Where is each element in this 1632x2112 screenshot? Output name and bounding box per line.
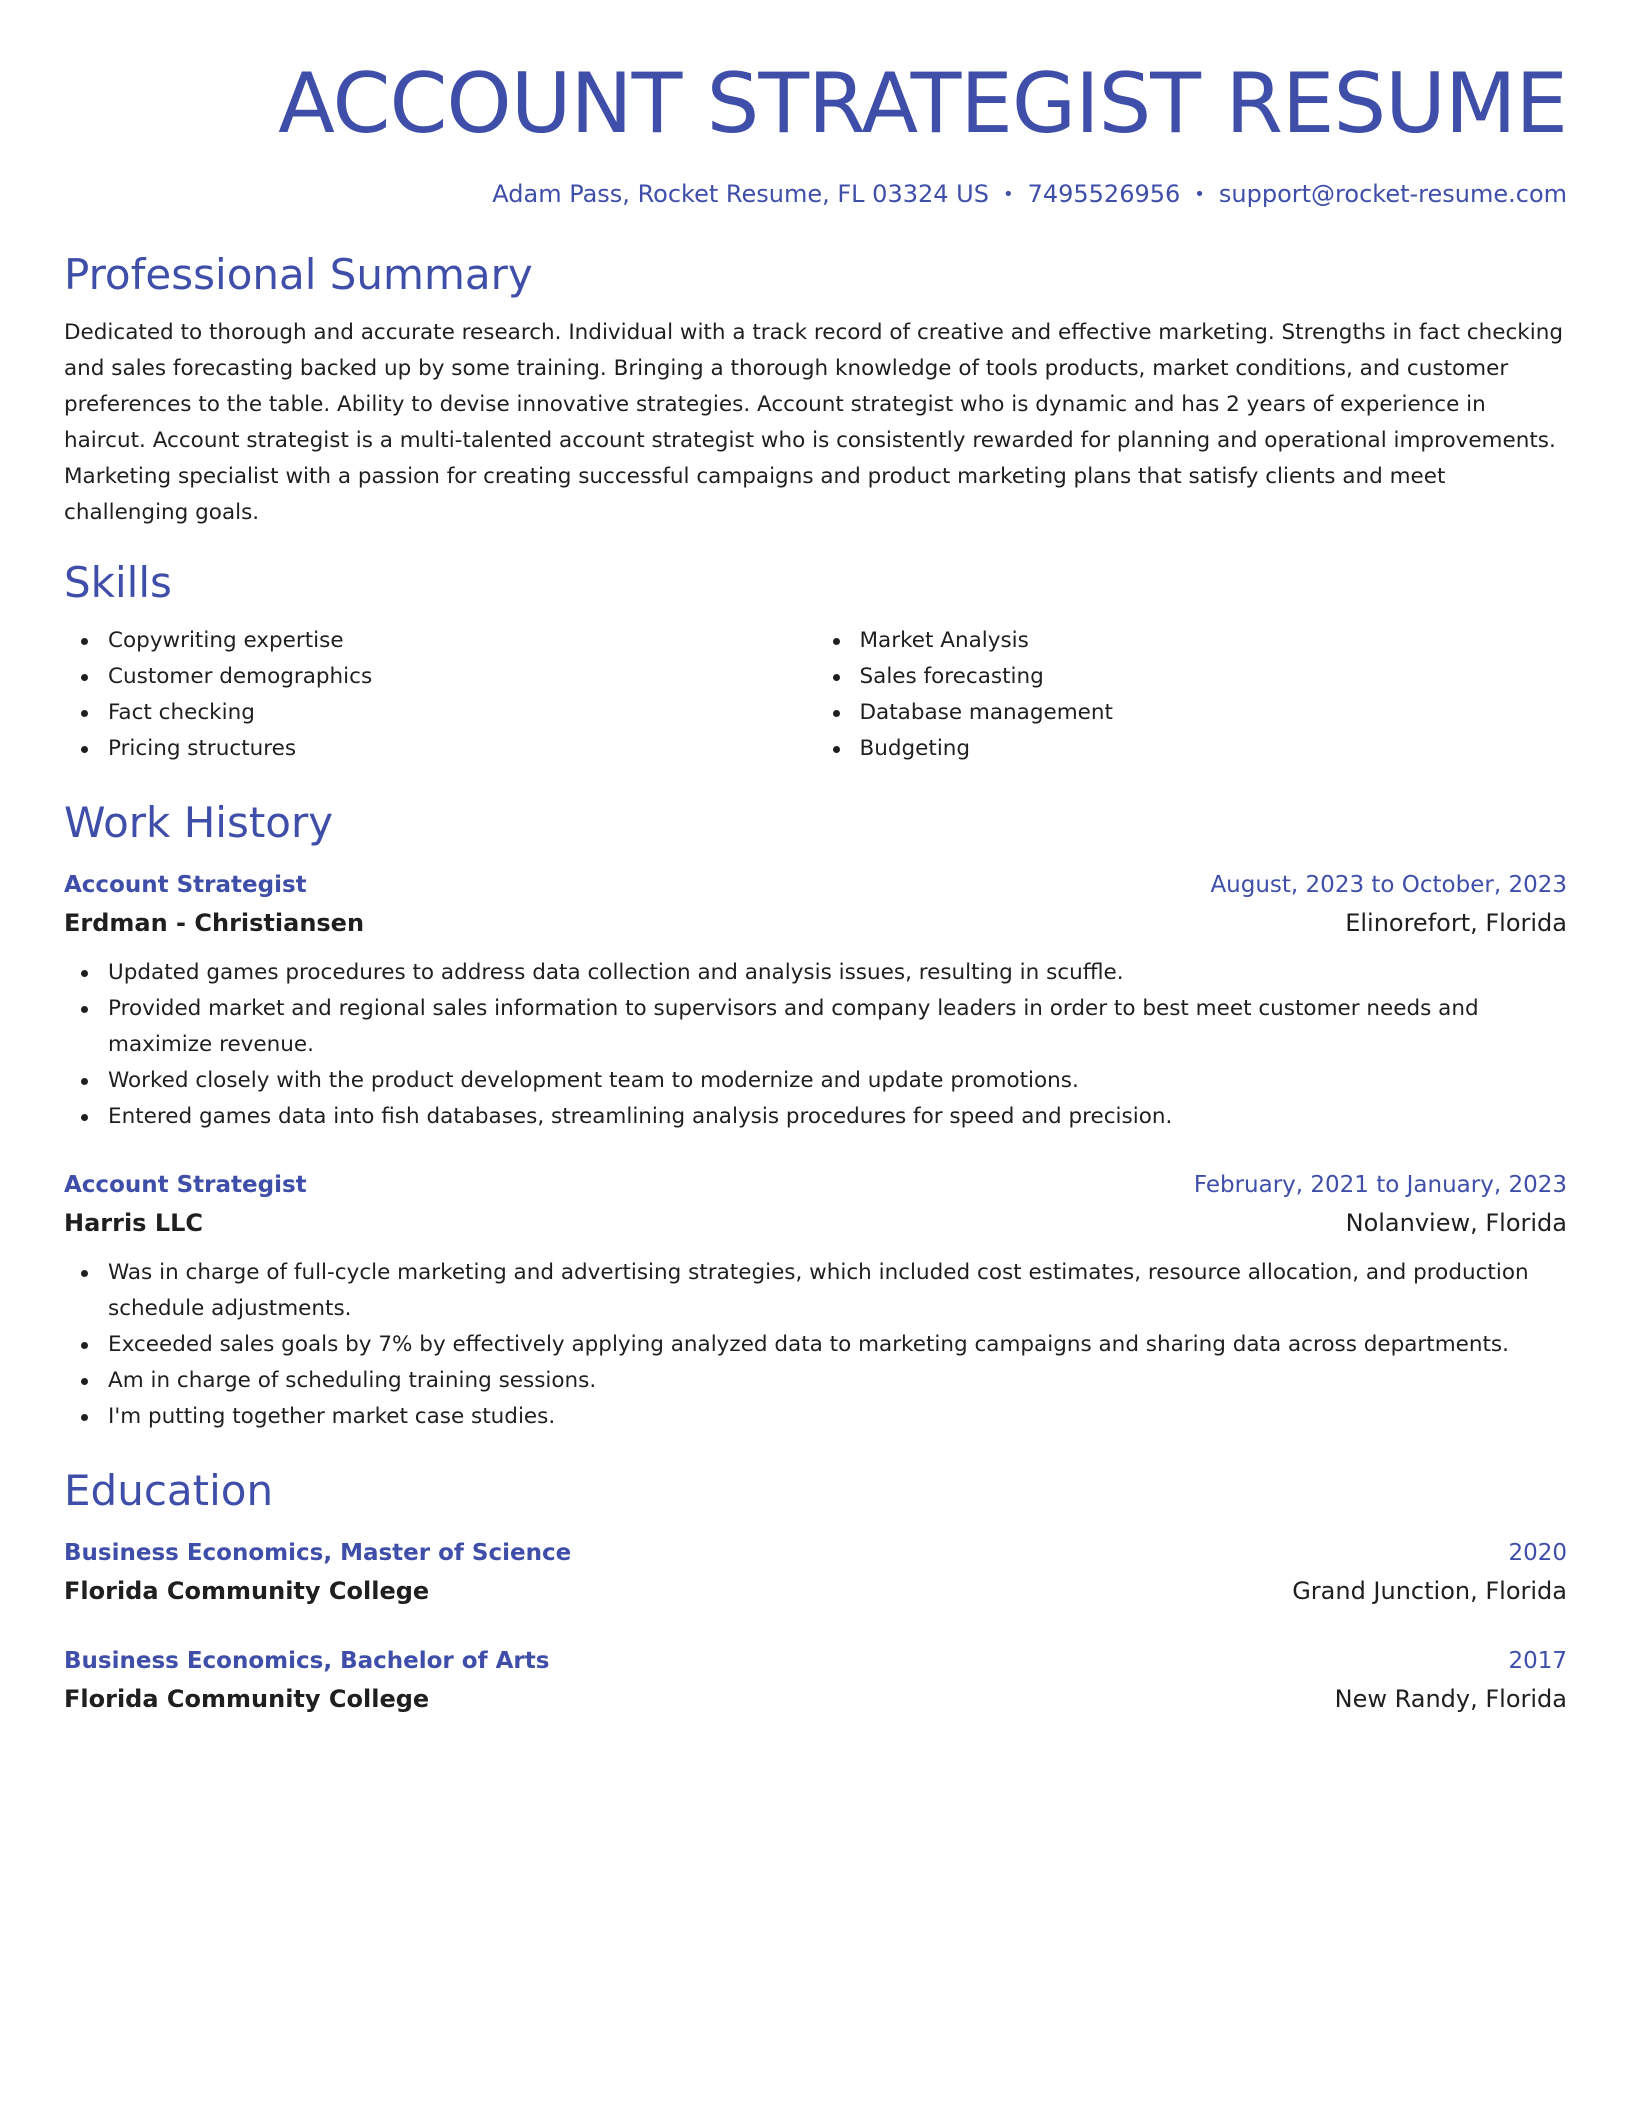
skill-item: Copywriting expertise <box>108 623 816 659</box>
education-school: Florida Community College <box>64 1685 430 1713</box>
skill-item: Database management <box>860 695 1568 731</box>
contact-separator: • <box>1002 184 1014 205</box>
education-year: 2020 <box>1508 1540 1567 1566</box>
skills-grid <box>64 623 1567 767</box>
job-bullet: Entered games data into fish databases, streamlining analysis procedures for speed and precision. <box>108 1099 1567 1135</box>
job-bullet: Updated games procedures to address data collection and analysis issues, resulting in scuffle. <box>108 955 1567 991</box>
job-bullets <box>64 955 1567 1135</box>
resume-title: ACCOUNT STRATEGIST RESUME <box>278 55 1567 152</box>
education-degree: Business Economics, Master of Science <box>64 1540 572 1566</box>
job-dates: August, 2023 to October, 2023 <box>1210 872 1567 898</box>
work-history-section <box>64 797 1567 1435</box>
education-location: Grand Junction, Florida <box>1292 1577 1567 1605</box>
job-company-row <box>64 1205 1567 1241</box>
education-entry <box>64 1645 1567 1717</box>
skill-item: Customer demographics <box>108 659 816 695</box>
job-bullets <box>64 1255 1567 1435</box>
work-history-heading: Work History <box>64 798 334 847</box>
job-bullet: Provided market and regional sales information to supervisors and company leaders in order to best meet customer needs and maximize revenue. <box>108 991 1567 1063</box>
skill-item: Pricing structures <box>108 731 816 767</box>
education-entry <box>64 1537 1567 1609</box>
job-header <box>64 869 1567 901</box>
contact-line <box>64 178 1567 211</box>
job-location: Elinorefort, Florida <box>1345 909 1567 937</box>
education-section <box>64 1465 1567 1717</box>
skills-column-right <box>816 623 1568 767</box>
skill-item: Budgeting <box>860 731 1568 767</box>
education-year: 2017 <box>1508 1648 1567 1674</box>
job-bullet: Was in charge of full-cycle marketing and advertising strategies, which included cost estimates, resource allocation, and production schedule adjustments. <box>108 1255 1567 1327</box>
job-entry <box>64 1169 1567 1435</box>
contact-email[interactable]: support@rocket-resume.com <box>1218 180 1567 208</box>
job-company: Erdman - Christiansen <box>64 909 365 937</box>
education-header <box>64 1645 1567 1677</box>
job-title: Account Strategist <box>64 1172 307 1198</box>
job-company: Harris LLC <box>64 1209 204 1237</box>
resume-page <box>64 0 1567 1717</box>
summary-heading: Professional Summary <box>64 250 533 299</box>
summary-section <box>64 249 1567 531</box>
skill-item: Sales forecasting <box>860 659 1568 695</box>
summary-text: Dedicated to thorough and accurate research. Individual with a track record of creative and effective marketing. Strengths in fact checking and sales forecasting backed up by some training. Bringing a thorough knowledge of tools products, market conditions, and customer preferences to the table. Ability to devise innovative strategies. Account strategist who is dynamic and has 2 years of experience in haircut. Account strategist is a multi-talented account strategist who is consistently rewarded for planning and operational improvements. Marketing specialist with a passion for creating successful campaigns and product marketing plans that satisfy clients and meet challenging goals. <box>64 320 1564 525</box>
contact-separator: • <box>1194 184 1205 205</box>
education-school-row <box>64 1681 1567 1717</box>
contact-phone: 7495526956 <box>1027 180 1181 208</box>
job-bullet: Exceeded sales goals by 7% by effectively applying analyzed data to marketing campaigns and sharing data across departments. <box>108 1327 1567 1363</box>
education-header <box>64 1537 1567 1569</box>
job-header <box>64 1169 1567 1201</box>
education-degree: Business Economics, Bachelor of Arts <box>64 1648 550 1674</box>
skills-column-left <box>64 623 816 767</box>
job-location: Nolanview, Florida <box>1345 1209 1567 1237</box>
skills-section <box>64 557 1567 767</box>
education-school-row <box>64 1573 1567 1609</box>
job-bullet: Worked closely with the product development team to modernize and update promotions. <box>108 1063 1567 1099</box>
skill-item: Fact checking <box>108 695 816 731</box>
education-school: Florida Community College <box>64 1577 430 1605</box>
education-heading: Education <box>64 1466 274 1515</box>
job-bullet: I'm putting together market case studies. <box>108 1399 1567 1435</box>
contact-address: Adam Pass, Rocket Resume, FL 03324 US <box>492 180 989 208</box>
job-title: Account Strategist <box>64 872 307 898</box>
skill-item: Market Analysis <box>860 623 1568 659</box>
education-location: New Randy, Florida <box>1334 1685 1567 1713</box>
job-bullet: Am in charge of scheduling training sessions. <box>108 1363 1567 1399</box>
job-company-row <box>64 905 1567 941</box>
skills-heading: Skills <box>64 558 172 607</box>
job-entry <box>64 869 1567 1135</box>
job-dates: February, 2021 to January, 2023 <box>1193 1172 1567 1198</box>
